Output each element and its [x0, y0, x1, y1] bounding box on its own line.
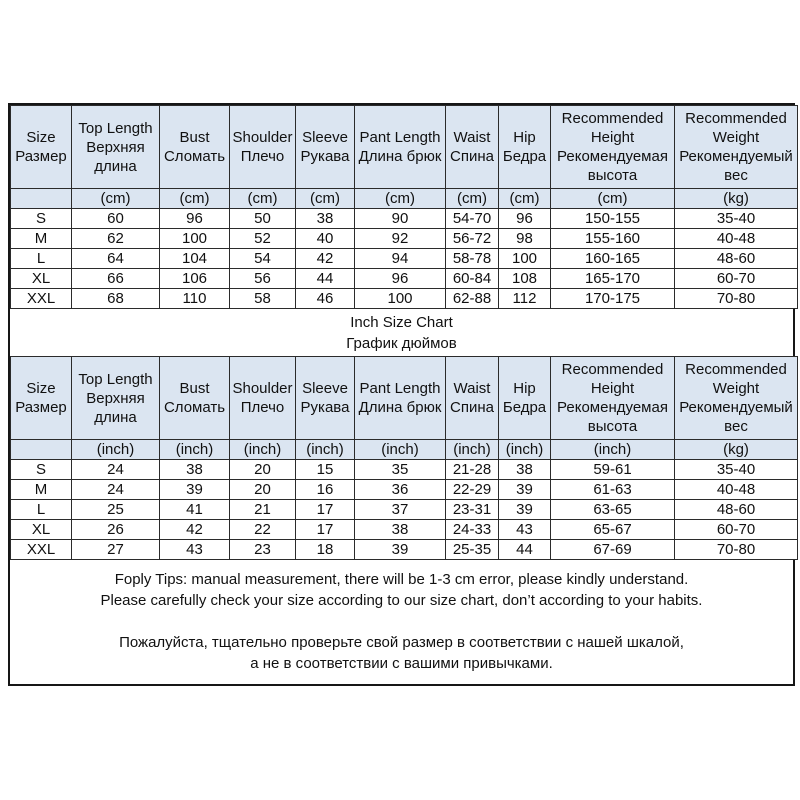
column-label-en: Shoulder — [232, 380, 293, 397]
recommended-height-value-cell: 170-175 — [551, 289, 675, 309]
shoulder-value-cell: 56 — [230, 269, 296, 289]
waist-value-cell: 23-31 — [446, 500, 499, 520]
shoulder-value-cell: 23 — [230, 540, 296, 560]
recommended-height-value-cell: 155-160 — [551, 229, 675, 249]
tip-line-en-2: Please carefully check your size according to our size chart, don’t according to your habits. — [100, 592, 703, 609]
bust-value-cell: 96 — [160, 209, 230, 229]
waist-column-header — [446, 357, 499, 440]
column-header-row — [11, 106, 798, 189]
unit-cell: (inch) — [72, 440, 160, 460]
sleeve-value-cell: 16 — [296, 480, 355, 500]
size-label-cell: XL — [11, 520, 72, 540]
shoulder-value-cell: 58 — [230, 289, 296, 309]
pant-length-value-cell: 90 — [355, 209, 446, 229]
recommended-height-value-cell: 165-170 — [551, 269, 675, 289]
unit-row — [11, 189, 798, 209]
bust-value-cell: 110 — [160, 289, 230, 309]
waist-value-cell: 62-88 — [446, 289, 499, 309]
unit-cell: (inch) — [355, 440, 446, 460]
unit-cell: (inch) — [230, 440, 296, 460]
size-column-header — [11, 106, 72, 189]
unit-cell: (kg) — [675, 440, 798, 460]
sleeve-value-cell: 17 — [296, 500, 355, 520]
column-label-ru: Рекомендуемый вес — [679, 399, 793, 435]
column-label-ru: Верхняя длина — [86, 138, 145, 175]
recommended-weight-value-cell: 48-60 — [675, 249, 798, 269]
size-row-l — [11, 500, 798, 520]
sleeve-value-cell: 44 — [296, 269, 355, 289]
column-label-ru: Сломать — [163, 148, 226, 165]
unit-cell: (inch) — [160, 440, 230, 460]
hip-value-cell: 44 — [499, 540, 551, 560]
waist-value-cell: 22-29 — [446, 480, 499, 500]
column-label-en: Size — [26, 129, 56, 146]
size-row-xxl — [11, 540, 798, 560]
top-length-value-cell: 26 — [72, 520, 160, 540]
column-label-ru: Рекомендуемая высота — [557, 148, 668, 184]
size-label-cell: L — [11, 249, 72, 269]
column-label-en: Recommended Weight — [685, 361, 787, 397]
bust-value-cell: 100 — [160, 229, 230, 249]
sleeve-value-cell: 46 — [296, 289, 355, 309]
top-length-value-cell: 24 — [72, 460, 160, 480]
sleeve-value-cell: 38 — [296, 209, 355, 229]
waist-value-cell: 21-28 — [446, 460, 499, 480]
hip-value-cell: 39 — [499, 480, 551, 500]
recommended-weight-value-cell: 70-80 — [675, 289, 798, 309]
size-row-l — [11, 249, 798, 269]
unit-cell: (inch) — [551, 440, 675, 460]
recommended-weight-value-cell: 35-40 — [675, 460, 798, 480]
unit-cell: (inch) — [296, 440, 355, 460]
waist-column-header — [446, 106, 499, 189]
waist-value-cell: 56-72 — [446, 229, 499, 249]
shoulder-value-cell: 50 — [230, 209, 296, 229]
size-row-m — [11, 480, 798, 500]
size-label-cell: M — [11, 229, 72, 249]
unit-cell: (inch) — [499, 440, 551, 460]
shoulder-value-cell: 21 — [230, 500, 296, 520]
unit-cell: (cm) — [160, 189, 230, 209]
waist-value-cell: 54-70 — [446, 209, 499, 229]
sleeve-value-cell: 40 — [296, 229, 355, 249]
sleeve-column-header — [296, 106, 355, 189]
recommended-height-column-header — [551, 106, 675, 189]
bust-column-header — [160, 357, 230, 440]
top-length-column-header — [72, 357, 160, 440]
recommended-height-value-cell: 67-69 — [551, 540, 675, 560]
cm-size-table — [10, 105, 798, 309]
column-label-en: Size — [26, 380, 56, 397]
waist-value-cell: 58-78 — [446, 249, 499, 269]
unit-cell: (cm) — [355, 189, 446, 209]
recommended-height-column-header — [551, 357, 675, 440]
column-label-en: Sleeve — [302, 129, 348, 146]
column-label-en: Pant Length — [359, 129, 441, 146]
inch-chart-title-ru: График дюймов — [346, 334, 457, 352]
column-label-ru: Плечо — [240, 399, 285, 416]
unit-row — [11, 440, 798, 460]
size-label-cell: L — [11, 500, 72, 520]
shoulder-value-cell: 52 — [230, 229, 296, 249]
column-label-ru: Сломать — [163, 399, 226, 416]
column-label-ru: Рукава — [300, 148, 350, 165]
column-label-ru: Длина брюк — [358, 399, 442, 416]
bust-column-header — [160, 106, 230, 189]
recommended-weight-value-cell: 40-48 — [675, 480, 798, 500]
top-length-value-cell: 60 — [72, 209, 160, 229]
recommended-weight-column-header — [675, 106, 798, 189]
column-label-ru: Рекомендуемая высота — [557, 399, 668, 435]
top-length-value-cell: 24 — [72, 480, 160, 500]
bust-value-cell: 41 — [160, 500, 230, 520]
hip-value-cell: 98 — [499, 229, 551, 249]
tips-footer — [10, 560, 793, 684]
size-row-m — [11, 229, 798, 249]
inch-chart-band — [10, 309, 793, 356]
recommended-weight-value-cell: 60-70 — [675, 269, 798, 289]
sleeve-value-cell: 18 — [296, 540, 355, 560]
column-label-en: Waist — [453, 129, 491, 146]
sleeve-value-cell: 42 — [296, 249, 355, 269]
hip-value-cell: 38 — [499, 460, 551, 480]
column-label-en: Top Length — [78, 370, 153, 388]
pant-length-value-cell: 39 — [355, 540, 446, 560]
pant-length-column-header — [355, 357, 446, 440]
bust-value-cell: 39 — [160, 480, 230, 500]
pant-length-value-cell: 35 — [355, 460, 446, 480]
top-length-value-cell: 62 — [72, 229, 160, 249]
column-label-en: Recommended Height — [561, 110, 664, 146]
column-label-en: Hip — [513, 380, 536, 397]
hip-value-cell: 112 — [499, 289, 551, 309]
unit-cell — [11, 189, 72, 209]
top-length-value-cell: 25 — [72, 500, 160, 520]
bust-value-cell: 106 — [160, 269, 230, 289]
top-length-value-cell: 64 — [72, 249, 160, 269]
pant-length-value-cell: 92 — [355, 229, 446, 249]
column-label-ru: Бедра — [502, 399, 547, 416]
pant-length-value-cell: 96 — [355, 269, 446, 289]
size-label-cell: M — [11, 480, 72, 500]
pant-length-column-header — [355, 106, 446, 189]
recommended-height-value-cell: 61-63 — [551, 480, 675, 500]
column-label-ru: Верхняя длина — [86, 389, 145, 426]
pant-length-value-cell: 94 — [355, 249, 446, 269]
inch-size-table — [10, 356, 798, 560]
column-label-en: Shoulder — [232, 129, 293, 146]
column-label-ru: Размер — [15, 148, 67, 165]
waist-value-cell: 25-35 — [446, 540, 499, 560]
unit-cell: (inch) — [446, 440, 499, 460]
size-label-cell: XL — [11, 269, 72, 289]
size-row-s — [11, 460, 798, 480]
shoulder-column-header — [230, 106, 296, 189]
unit-cell: (cm) — [72, 189, 160, 209]
unit-cell: (cm) — [446, 189, 499, 209]
recommended-weight-column-header — [675, 357, 798, 440]
column-label-ru: Рекомендуемый вес — [679, 148, 793, 184]
size-row-xl — [11, 520, 798, 540]
recommended-height-value-cell: 160-165 — [551, 249, 675, 269]
shoulder-value-cell: 54 — [230, 249, 296, 269]
unit-cell: (kg) — [675, 189, 798, 209]
sleeve-value-cell: 15 — [296, 460, 355, 480]
size-row-xxl — [11, 289, 798, 309]
shoulder-column-header — [230, 357, 296, 440]
column-label-en: Pant Length — [359, 380, 441, 397]
unit-cell: (cm) — [296, 189, 355, 209]
tip-line-ru-2: а не в соответствии с вашими привычками. — [250, 655, 553, 672]
size-label-cell: S — [11, 209, 72, 229]
column-label-en: Recommended Height — [561, 361, 664, 397]
shoulder-value-cell: 22 — [230, 520, 296, 540]
column-label-ru: Рукава — [300, 399, 350, 416]
column-label-ru: Длина брюк — [358, 148, 442, 165]
bust-value-cell: 104 — [160, 249, 230, 269]
hip-value-cell: 43 — [499, 520, 551, 540]
tip-line-ru-1: Пожалуйста, тщательно проверьте свой размер в соответствии с нашей шкалой, — [119, 634, 684, 651]
bust-value-cell: 38 — [160, 460, 230, 480]
hip-column-header — [499, 357, 551, 440]
pant-length-value-cell: 37 — [355, 500, 446, 520]
pant-length-value-cell: 36 — [355, 480, 446, 500]
unit-cell: (cm) — [499, 189, 551, 209]
column-label-en: Top Length — [78, 119, 153, 137]
recommended-height-value-cell: 63-65 — [551, 500, 675, 520]
size-label-cell: XXL — [11, 289, 72, 309]
column-label-en: Waist — [453, 380, 491, 397]
column-label-en: Recommended Weight — [685, 110, 787, 146]
top-length-value-cell: 68 — [72, 289, 160, 309]
bust-value-cell: 42 — [160, 520, 230, 540]
hip-value-cell: 96 — [499, 209, 551, 229]
column-header-row — [11, 357, 798, 440]
column-label-ru: Размер — [15, 399, 67, 416]
tip-line-en-1: Foply Tips: manual measurement, there will be 1-3 cm error, please kindly understand. — [114, 571, 689, 588]
recommended-weight-value-cell: 40-48 — [675, 229, 798, 249]
column-label-ru: Бедра — [502, 148, 547, 165]
size-row-xl — [11, 269, 798, 289]
recommended-height-value-cell: 59-61 — [551, 460, 675, 480]
top-length-value-cell: 27 — [72, 540, 160, 560]
hip-value-cell: 108 — [499, 269, 551, 289]
column-label-en: Bust — [179, 380, 210, 397]
top-length-column-header — [72, 106, 160, 189]
shoulder-value-cell: 20 — [230, 480, 296, 500]
column-label-ru: Спина — [450, 148, 494, 165]
size-column-header — [11, 357, 72, 440]
sleeve-column-header — [296, 357, 355, 440]
hip-value-cell: 100 — [499, 249, 551, 269]
column-label-ru: Плечо — [240, 148, 285, 165]
hip-column-header — [499, 106, 551, 189]
pant-length-value-cell: 38 — [355, 520, 446, 540]
unit-cell: (cm) — [551, 189, 675, 209]
waist-value-cell: 60-84 — [446, 269, 499, 289]
shoulder-value-cell: 20 — [230, 460, 296, 480]
unit-cell: (cm) — [230, 189, 296, 209]
size-row-s — [11, 209, 798, 229]
recommended-weight-value-cell: 35-40 — [675, 209, 798, 229]
footer-spacer — [14, 611, 789, 632]
pant-length-value-cell: 100 — [355, 289, 446, 309]
bust-value-cell: 43 — [160, 540, 230, 560]
recommended-weight-value-cell: 48-60 — [675, 500, 798, 520]
column-label-en: Sleeve — [302, 380, 348, 397]
hip-value-cell: 39 — [499, 500, 551, 520]
size-label-cell: XXL — [11, 540, 72, 560]
waist-value-cell: 24-33 — [446, 520, 499, 540]
inch-chart-title-en: Inch Size Chart — [350, 313, 453, 331]
recommended-weight-value-cell: 70-80 — [675, 540, 798, 560]
recommended-height-value-cell: 150-155 — [551, 209, 675, 229]
column-label-ru: Спина — [450, 399, 494, 416]
recommended-weight-value-cell: 60-70 — [675, 520, 798, 540]
sleeve-value-cell: 17 — [296, 520, 355, 540]
size-label-cell: S — [11, 460, 72, 480]
top-length-value-cell: 66 — [72, 269, 160, 289]
column-label-en: Bust — [179, 129, 210, 146]
column-label-en: Hip — [513, 129, 536, 146]
unit-cell — [11, 440, 72, 460]
recommended-height-value-cell: 65-67 — [551, 520, 675, 540]
size-chart-sheet — [8, 103, 795, 686]
